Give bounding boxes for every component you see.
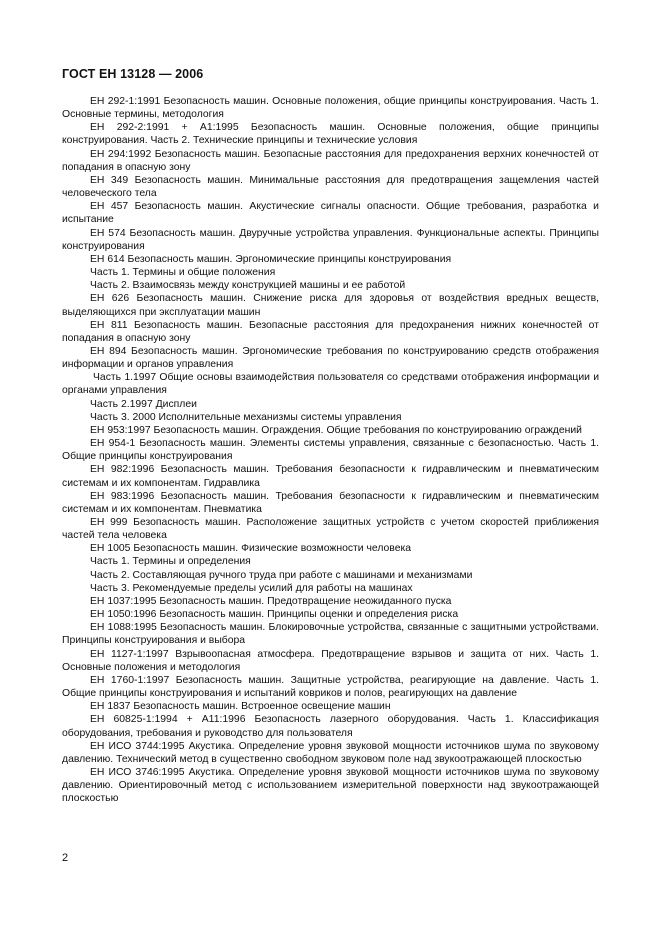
reference-item: ЕН 626 Безопасность машин. Снижение риска для здоровья от воздействия вредных веществ, выделяющихся при эксплуатации машин [62,293,599,318]
reference-item: ЕН 983:1996 Безопасность машин. Требования безопасности к гидравлическим и пневматическим системам и их компонентам. Пневматика [62,490,599,515]
reference-item: ЕН 614 Безопасность машин. Эргономические принципы конструирования [90,253,452,265]
reference-item: ЕН 1760-1:1997 Безопасность машин. Защитные устройства, реагирующие на давление. Часть 1. Общие принципы конструирования и испытаний ковриков и полов, реагирующих на давление [62,674,599,700]
reference-item: ЕН 349 Безопасность машин. Минимальные расстояния для предотвращения защемления частей человеческого тела [62,174,599,200]
reference-item: ЕН 60825-1:1994 + А11:1996 Безопасность лазерного оборудования. Часть 1. Классификация оборудования, требования и руководство для пользователя [62,714,599,739]
reference-item: ЕН 982:1996 Безопасность машин. Требования безопасности к гидравлическим и пневматическим системам и их компонентам. Гидравлика [62,464,599,489]
page-header: ГОСТ ЕН 13128 — 2006 [62,67,204,81]
reference-item: ЕН ИСО 3746:1995 Акустика. Определение уровня звуковой мощности источников шума по звуковому давлению. Ориентировочный метод с использованием измерительной поверхности над звукоотражающей плоскостью [62,766,599,805]
reference-item: ЕН 1037:1995 Безопасность машин. Предотвращение неожиданного пуска [90,595,452,607]
reference-item: ЕН 953:1997 Безопасность машин. Ограждения. Общие требования по конструированию ограждений [90,424,582,436]
reference-item: ЕН 811 Безопасность машин. Безопасные расстояния для предохранения нижних конечностей от попадания в опасную зону [62,319,599,344]
reference-subitem: Часть 2. Составляющая ручного труда при работе с машинами и механизмами [90,569,473,581]
reference-subitem: Часть 3. Рекомендуемые пределы усилий для работы на машинах [90,582,413,594]
reference-item: ЕН 1005 Безопасность машин. Физические возможности человека [90,543,412,555]
reference-item: ЕН 894 Безопасность машин. Эргономические требования по конструированию средств отображения информации и органов управления [62,345,599,371]
reference-item: ЕН 999 Безопасность машин. Расположение защитных устройств с учетом скоростей приближения частей тела человека [62,517,599,542]
reference-item: ЕН 1088:1995 Безопасность машин. Блокировочные устройства, связанные с защитными устройствами. Принципы конструирования и выбора [62,622,599,647]
reference-item: ЕН 1127-1:1997 Взрывоопасная атмосфера. Предотвращение взрывов и защита от них. Часть 1. Основные положения и методология [62,648,599,673]
reference-item: ЕН 1050:1996 Безопасность машин. Принципы оценки и определения риска [90,609,459,621]
reference-item: ЕН 292-2:1991 + А1:1995 Безопасность машин. Основные положения, общие принципы конструирования. Часть 2. Технические принципы и технические условия [62,122,599,147]
reference-subitem: Часть 1. Термины и общие положения [90,267,276,279]
reference-subitem: Часть 1. Термины и определения [90,556,251,568]
reference-item: ЕН 294:1992 Безопасность машин. Безопасные расстояния для предохранения верхних конечностей от попадания в опасную зону [62,148,599,173]
reference-item: ЕН 457 Безопасность машин. Акустические сигналы опасности. Общие требования, разработка и испытание [62,201,599,226]
reference-item: ЕН ИСО 3744:1995 Акустика. Определение уровня звуковой мощности источников шума по звуковому давлению. Технический метод в существенно свободном звуковом поле над звукоотражающей плоскостью [62,740,599,765]
reference-item: ЕН 292-1:1991 Безопасность машин. Основные положения, общие принципы конструирования. Часть 1. Основные термины, методология [62,96,599,121]
reference-subitem: Часть 2. Взаимосвязь между конструкцией машины и ее работой [90,280,406,292]
reference-item: ЕН 574 Безопасность машин. Двуручные устройства управления. Функциональные аспекты. Принципы конструирования [62,227,599,252]
reference-item: ЕН 1837 Безопасность машин. Встроенное освещение машин [90,701,391,713]
reference-subitem: Часть 2.1997 Дисплеи [90,398,197,410]
reference-list [62,95,599,805]
reference-subitem: Часть 3. 2000 Исполнительные механизмы системы управления [90,411,402,423]
page-number: 2 [62,852,69,864]
reference-subitem: Часть 1.1997 Общие основы взаимодействия пользователя со средствами отображения информации и органами управления [62,372,599,397]
reference-item: ЕН 954-1 Безопасность машин. Элементы системы управления, связанные с безопасностью. Часть 1. Общие принципы конструирования [62,438,599,463]
